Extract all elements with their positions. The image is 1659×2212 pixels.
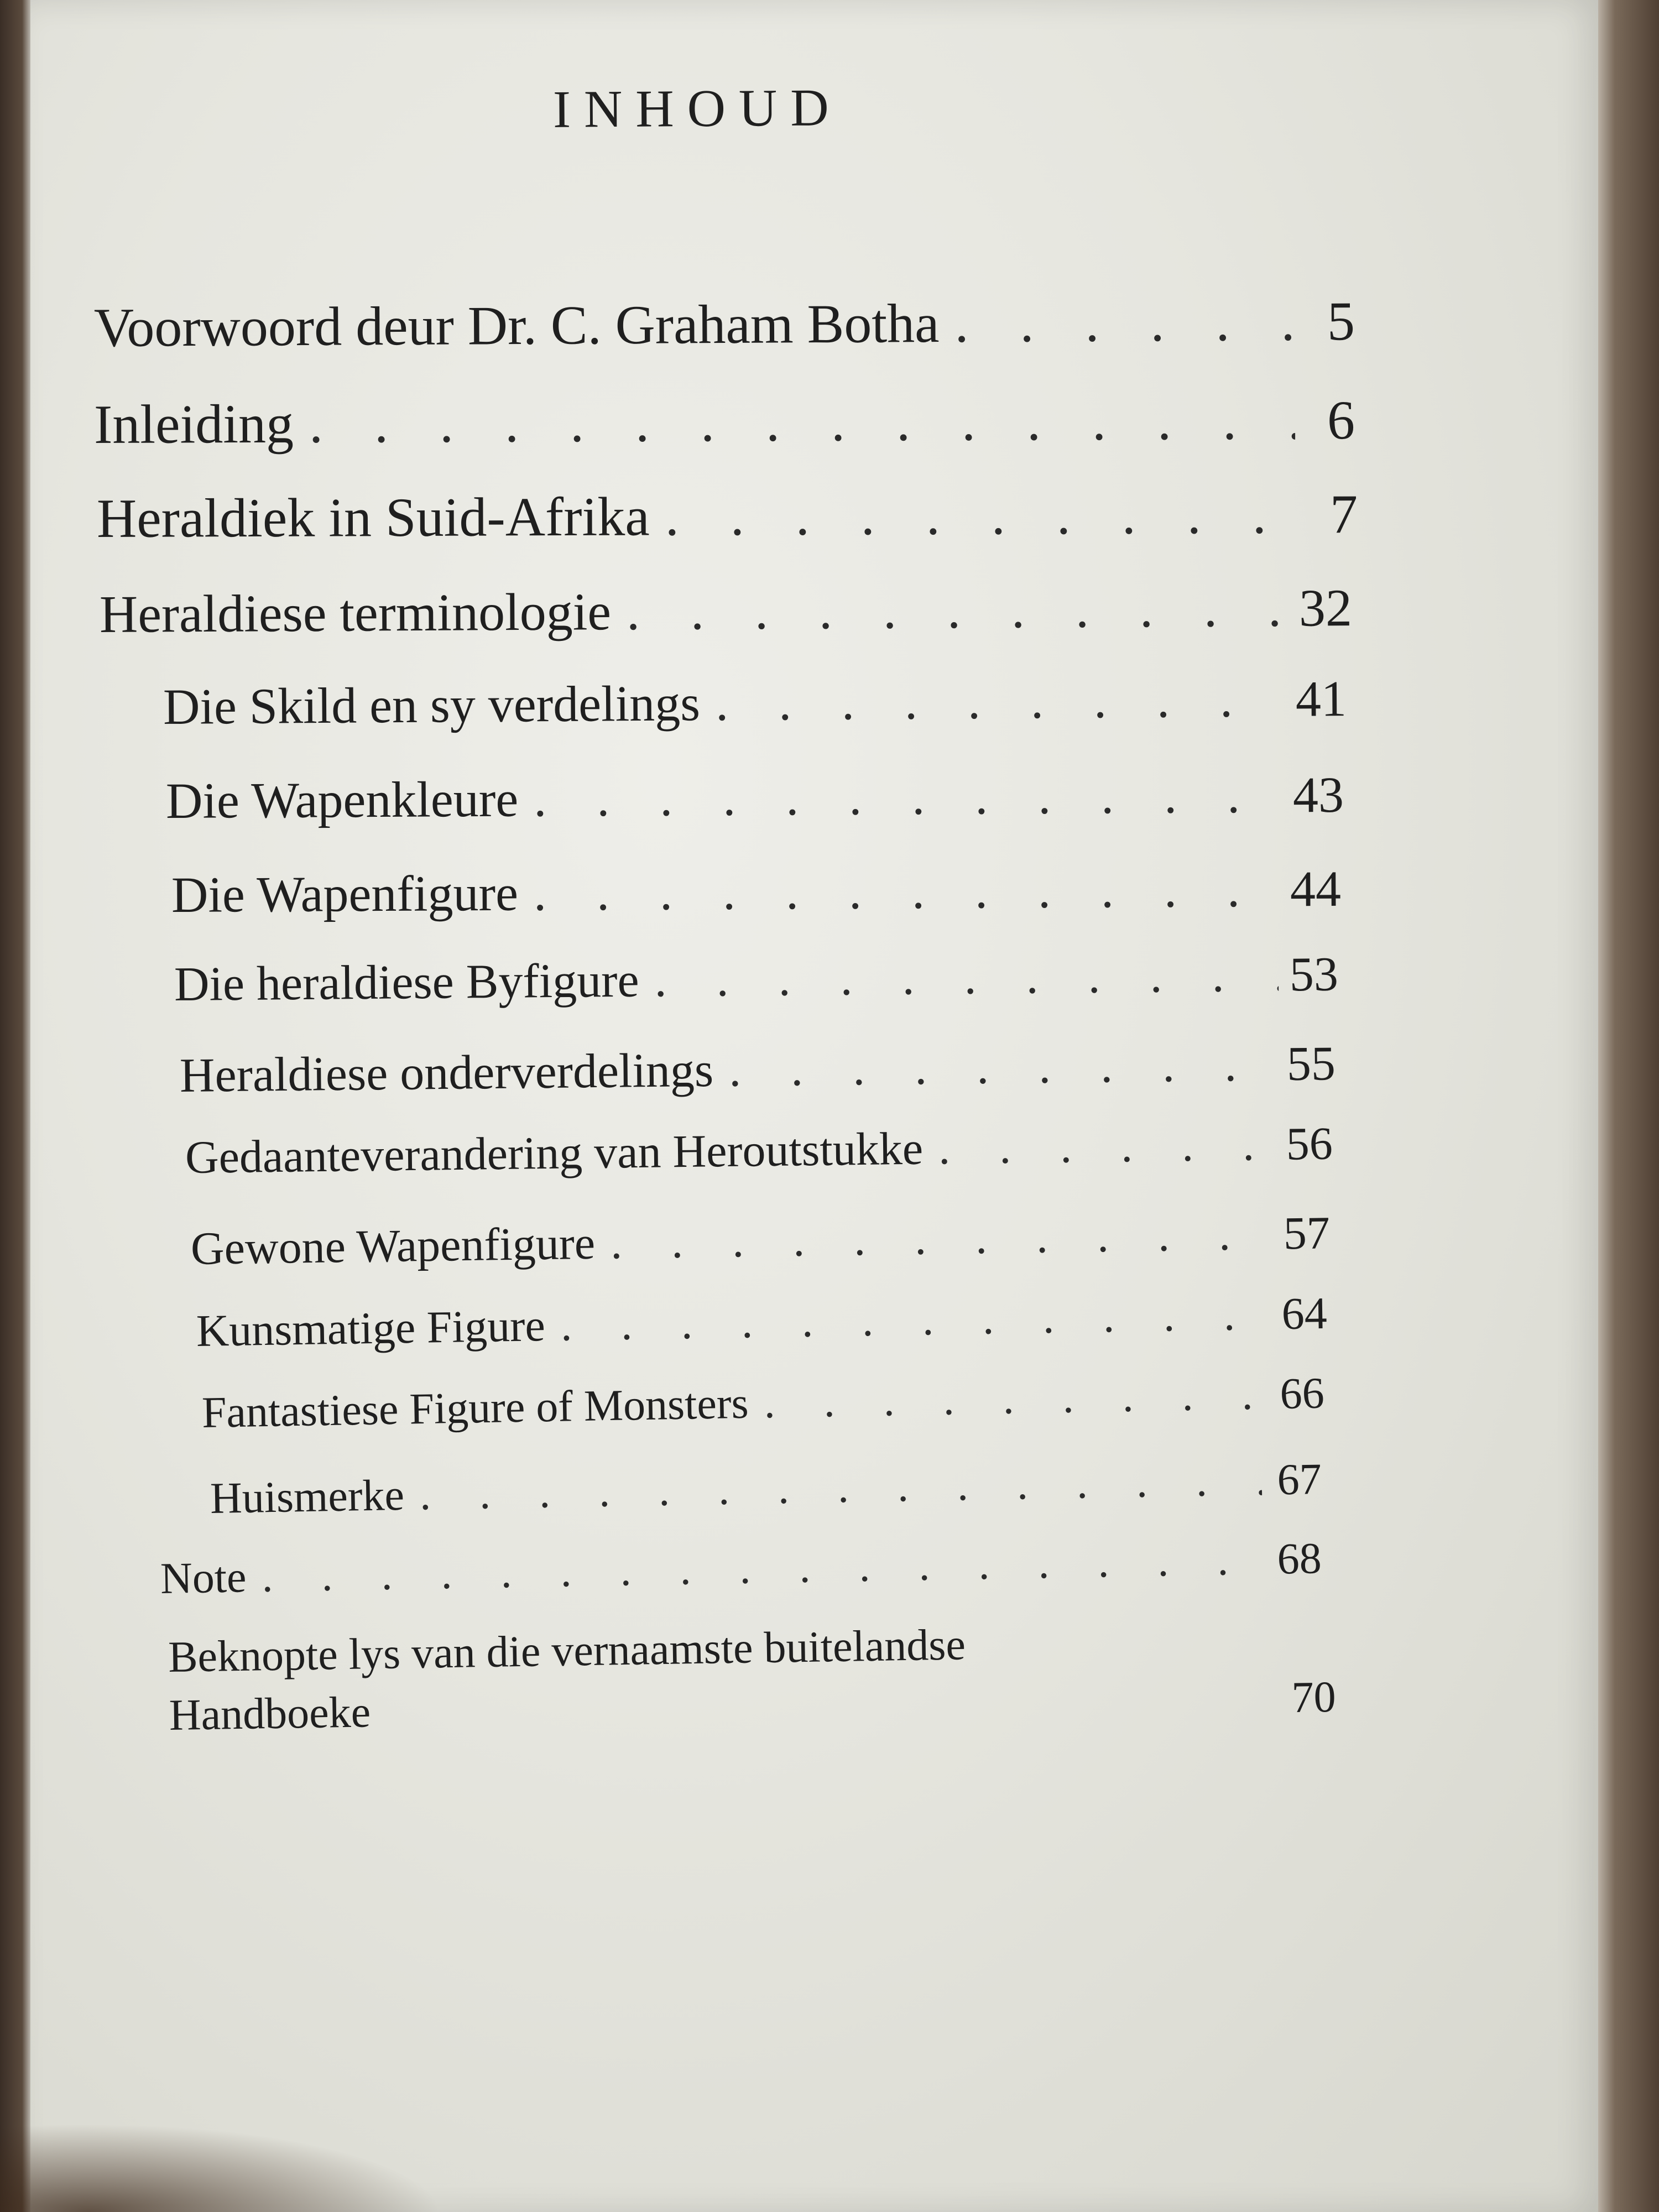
dot-leader bbox=[764, 1369, 1265, 1428]
toc-entry-page-number: 70 bbox=[1291, 1672, 1337, 1723]
toc-entry-label: Die Wapenkleure bbox=[165, 770, 519, 829]
toc-entry-page-number: 41 bbox=[1295, 670, 1347, 727]
dot-leader bbox=[262, 1535, 1262, 1603]
toc-entry bbox=[201, 1369, 1324, 1438]
toc-entry-label: Fantastiese Figure of Monsters bbox=[201, 1379, 749, 1437]
toc-entry-page-number: 7 bbox=[1329, 483, 1358, 545]
toc-entry bbox=[160, 1533, 1322, 1604]
toc-entry-label: Die Skild en sy verdelings bbox=[163, 675, 701, 735]
toc-entry-label: Die Wapenfigure bbox=[171, 864, 519, 923]
toc-entry-label: Gedaanteverandering van Heroutstukke bbox=[185, 1123, 924, 1183]
dot-leader bbox=[419, 1455, 1262, 1521]
toc-entry-label-line1: Beknopte lys van die vernaamste buitelandse bbox=[168, 1620, 966, 1682]
toc-entry bbox=[166, 765, 1344, 830]
dot-leader bbox=[729, 1036, 1276, 1098]
toc-entry-page-number: 66 bbox=[1279, 1369, 1325, 1418]
toc-entry-label: Gewone Wapenfigure bbox=[190, 1217, 596, 1275]
toc-entry-label: Note bbox=[160, 1553, 247, 1603]
dot-leader bbox=[627, 577, 1290, 642]
toc-entry-page-number: 6 bbox=[1327, 389, 1355, 451]
toc-entry-handboeke bbox=[168, 1610, 1336, 1745]
toc-entry-page-number: 68 bbox=[1276, 1534, 1322, 1584]
toc-entry-label: Heraldiese terminologie bbox=[99, 582, 612, 644]
toc-entry bbox=[179, 1036, 1335, 1104]
toc-entry-page-number: 67 bbox=[1276, 1454, 1322, 1505]
dot-leader bbox=[534, 860, 1281, 922]
dot-leader bbox=[938, 1118, 1273, 1175]
toc-entry bbox=[196, 1287, 1327, 1357]
toc-entry-page-number: 56 bbox=[1286, 1118, 1333, 1170]
toc-entry-label: Die heraldiese Byfigure bbox=[174, 953, 639, 1011]
dot-leader bbox=[654, 947, 1279, 1009]
toc-entry bbox=[190, 1206, 1330, 1276]
toc-entry bbox=[94, 289, 1355, 359]
toc-entry bbox=[94, 388, 1355, 456]
toc-entry-page-number: 55 bbox=[1286, 1037, 1336, 1092]
toc-entry-page-number: 43 bbox=[1292, 766, 1344, 823]
toc-entry-label: Kunsmatige Figure bbox=[196, 1300, 546, 1356]
toc-entry-label-line2: Handboeke bbox=[169, 1688, 371, 1740]
toc-entry-label: Voorwoord deur Dr. C. Graham Botha bbox=[93, 292, 940, 358]
toc-entry bbox=[163, 669, 1347, 736]
dot-leader bbox=[954, 290, 1295, 355]
toc-entry-page-number: 53 bbox=[1289, 947, 1339, 1002]
toc-entry bbox=[174, 947, 1339, 1013]
dot-leader bbox=[309, 388, 1295, 455]
toc-entry-page-number: 44 bbox=[1290, 860, 1342, 917]
toc-entry-page-number: 5 bbox=[1327, 290, 1355, 352]
toc-entry-page-number: 64 bbox=[1281, 1287, 1328, 1339]
dot-leader bbox=[610, 1207, 1270, 1270]
toc-entry bbox=[100, 577, 1353, 645]
toc-entry-label: Inleiding bbox=[93, 393, 294, 455]
dot-leader bbox=[665, 482, 1298, 548]
page-heading: INHOUD bbox=[552, 77, 842, 139]
toc-entry bbox=[185, 1117, 1333, 1185]
toc-entry-page-number: 32 bbox=[1298, 578, 1353, 638]
dot-leader bbox=[404, 1713, 1276, 1726]
toc-entry-label: Heraldiese onderverdelings bbox=[179, 1043, 714, 1103]
toc-entry bbox=[97, 482, 1358, 550]
toc-entry-page-number: 57 bbox=[1283, 1207, 1331, 1260]
toc-entry-label: Heraldiek in Suid-Afrika bbox=[96, 486, 650, 549]
toc-entry-label: Huismerke bbox=[210, 1470, 405, 1523]
dot-leader bbox=[560, 1288, 1267, 1352]
dot-leader bbox=[534, 765, 1283, 828]
dot-leader bbox=[716, 670, 1286, 732]
toc-entry bbox=[171, 859, 1342, 924]
toc-entry bbox=[210, 1454, 1322, 1524]
